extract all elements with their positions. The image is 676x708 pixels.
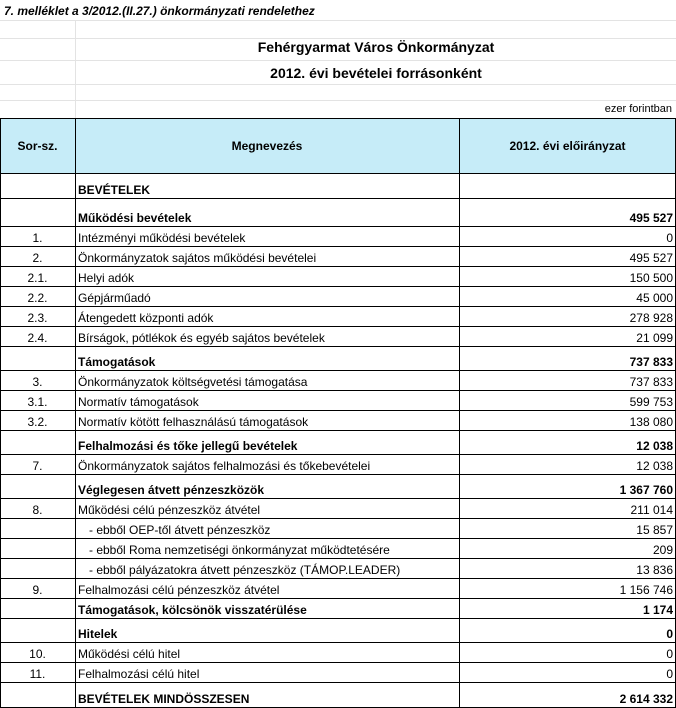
row-number: 3. xyxy=(32,375,43,389)
row-name: BEVÉTELEK MINDÖSSZESEN xyxy=(78,692,250,706)
row-name: Helyi adók xyxy=(78,271,135,285)
row-value: 495 527 xyxy=(629,211,673,225)
gridline xyxy=(75,20,76,118)
row-number: 3.2. xyxy=(27,415,48,429)
column-header-number: Sor-sz. xyxy=(17,139,58,153)
page-title: Fehérgyarmat Város Önkormányzat xyxy=(257,39,495,55)
row-value: 13 836 xyxy=(636,563,673,577)
row-value: 150 500 xyxy=(629,271,673,285)
row-number: 1. xyxy=(32,231,43,245)
row-number: 11. xyxy=(29,667,46,681)
row-value: 21 099 xyxy=(636,331,673,345)
row-name: Működési célú hitel xyxy=(78,647,181,661)
row-value: 0 xyxy=(666,231,673,245)
row-name: Normatív kötött felhasználású támogatások xyxy=(78,415,309,429)
column-border xyxy=(0,118,1,707)
column-border xyxy=(459,118,460,707)
row-name: Hitelek xyxy=(78,627,118,641)
gridline xyxy=(0,60,676,61)
row-name: Felhalmozási célú hitel xyxy=(78,667,200,681)
row-value: 495 527 xyxy=(629,251,673,265)
row-name: Intézményi működési bevételek xyxy=(78,231,246,245)
row-value: 278 928 xyxy=(629,311,673,325)
row-name: Felhalmozási célú pénzeszköz átvétel xyxy=(78,583,280,597)
row-value: 209 xyxy=(652,543,673,557)
row-number: 8. xyxy=(32,503,43,517)
gridline xyxy=(0,84,676,85)
table-border-top xyxy=(0,118,676,119)
row-name: Támogatások, kölcsönök visszatérülése xyxy=(78,603,307,617)
row-value: 0 xyxy=(666,667,673,681)
row-name: - ebből OEP-től átvett pénzeszköz xyxy=(89,523,271,537)
row-value: 15 857 xyxy=(636,523,673,537)
row-value: 12 038 xyxy=(636,459,673,473)
gridline xyxy=(0,20,676,21)
row-name: Felhalmozási és tőke jellegű bevételek xyxy=(78,439,298,453)
row-value: 12 038 xyxy=(636,439,673,453)
row-number: 2.3. xyxy=(27,311,48,325)
row-value: 0 xyxy=(666,647,673,661)
column-header-name: Megnevezés xyxy=(231,139,303,153)
row-value: 1 174 xyxy=(642,603,673,617)
row-number: 2.1. xyxy=(27,271,48,285)
row-number: 7. xyxy=(32,459,43,473)
attachment-note: 7. melléklet a 3/2012.(II.27.) önkormányzati rendelethez xyxy=(4,4,315,18)
row-name: Működési bevételek xyxy=(78,211,192,225)
column-header-value: 2012. évi előirányzat xyxy=(509,139,626,153)
row-name: Önkormányzatok költségvetési támogatása xyxy=(78,375,308,389)
row-value: 737 833 xyxy=(629,375,673,389)
row-value: 599 753 xyxy=(629,395,673,409)
row-number: 9. xyxy=(32,583,43,597)
row-name: Véglegesen átvett pénzeszközök xyxy=(78,483,265,497)
row-value: 1 156 746 xyxy=(619,583,673,597)
row-value: 0 xyxy=(666,627,673,641)
row-value: 737 833 xyxy=(629,355,673,369)
row-value: 1 367 760 xyxy=(619,483,673,497)
unit-label: ezer forintban xyxy=(604,103,672,115)
row-name: Normatív támogatások xyxy=(78,395,199,409)
row-number: 2.2. xyxy=(27,291,48,305)
row-value: 2 614 332 xyxy=(619,692,673,706)
row-value: 138 080 xyxy=(629,415,673,429)
column-border xyxy=(75,118,76,707)
row-number: 10. xyxy=(29,647,46,661)
row-name: Önkormányzatok sajátos felhalmozási és tőkebevételei xyxy=(78,459,371,473)
row-name: Bírságok, pótlékok és egyéb sajátos bevételek xyxy=(78,331,325,345)
row-name: BEVÉTELEK xyxy=(78,183,151,197)
row-number: 2. xyxy=(32,251,43,265)
gridline xyxy=(0,100,676,101)
row-name: Támogatások xyxy=(78,355,156,369)
gridline xyxy=(0,38,676,39)
row-name: - ebből Roma nemzetiségi önkormányzat működtetésére xyxy=(89,543,390,557)
row-name: - ebből pályázatokra átvett pénzeszköz (TÁMOP.LEADER) xyxy=(89,563,401,577)
page-subtitle: 2012. évi bevételei forrásonként xyxy=(270,65,482,81)
row-name: Gépjárműadó xyxy=(78,291,151,305)
row-number: 2.4. xyxy=(27,331,48,345)
row-name: Önkormányzatok sajátos működési bevételei xyxy=(78,251,317,265)
row-number: 3.1. xyxy=(27,395,48,409)
row-value: 45 000 xyxy=(636,291,673,305)
row-name: Működési célú pénzeszköz átvétel xyxy=(78,503,261,517)
row-name: Átengedett központi adók xyxy=(78,311,214,325)
row-value: 211 014 xyxy=(630,503,673,517)
header-border-bottom xyxy=(0,173,676,174)
